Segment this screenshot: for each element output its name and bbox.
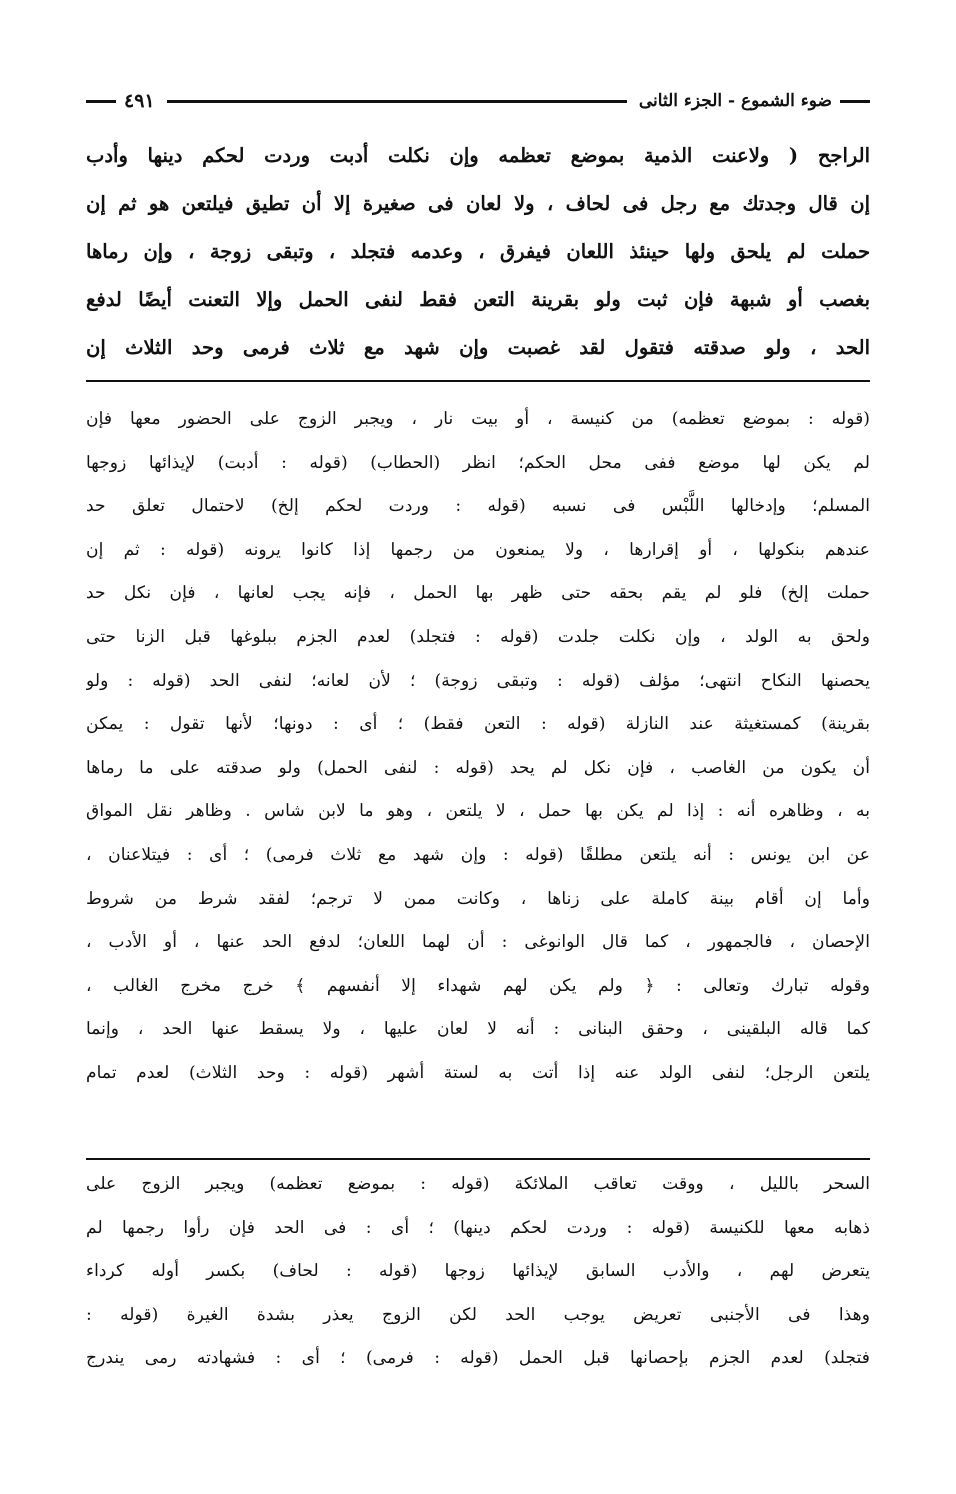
commentary-line: وهذا فى الأجنبى تعريض يوجب الحد لكن الزوج يعذر بشدة الغيرة (قوله :: [86, 1304, 870, 1325]
commentary-line: ذهابه معها للكنيسة (قوله : وردت لحكم دينها) ؛ أى : فى الحد فإن رأوا رجمها لم: [86, 1217, 870, 1238]
main-text-line: بغصب أو شبهة فإن ثبت ولو بقرينة التعن فقط لنفى الحمل وإلا التعنت أيضًا لدفع: [86, 288, 870, 311]
commentary-line: المسلم؛ وإدخالها اللَّبْس فى نسبه (قوله : وردت لحكم إلخ) لاحتمال تعلق حد: [86, 496, 870, 517]
commentary-line: وأما إن أقام بينة كاملة على زناها ، وكانت ممن لا ترجم؛ لفقد شرط من شروط: [86, 888, 870, 909]
commentary-line: يحصنها النكاح انتهى؛ مؤلف (قوله : وتبقى زوجة) ؛ لأن لعانه؛ لنفى الحد (قوله : ولو: [86, 670, 870, 691]
commentary-line: عندهم بنكولها ، أو إقرارها ، ولا يمنعون من رجمها إذا كانوا يرونه (قوله : ثم إن: [86, 539, 870, 560]
commentary-line: وقوله تبارك وتعالى : ﴿ ولم يكن لهم شهداء إلا أنفسهم ﴾ خرج مخرج الغالب ،: [86, 975, 870, 996]
main-text-line: الراجح ( ولاعنت الذمية بموضع تعظمه وإن نكلت أدبت وردت لحكم دينها وأدب: [86, 144, 870, 167]
header-dash-left: [86, 100, 116, 103]
main-text-line: إن قال وجدتك مع رجل فى لحاف ، ولا لعان فى صغيرة إلا أن تطيق فيلتعن هو ثم إن: [86, 192, 870, 215]
main-text-line: حملت لم يلحق ولها حينئذ اللعان فيفرق ، وعدمه فتجلد ، وتبقى زوجة ، وإن رماها: [86, 240, 870, 263]
commentary-line: الإحصان ، فالجمهور ، كما قال الوانوغى : أن لهما اللعان؛ لدفع الحد عنها ، أو الأدب ،: [86, 932, 870, 953]
commentary-line: أن يكون من الغاصب ، فإن نكل لم يحد (قوله : لنفى الحمل) ولو صدقته على ما رماها: [86, 757, 870, 778]
commentary-line: عن ابن يونس : أنه يلتعن مطلقًا (قوله : وإن شهد مع ثلاث فرمى) ؛ أى : فيتلاعنان ،: [86, 844, 870, 865]
commentary-line: يتعرض لهم ، والأدب السابق لإيذائها زوجها (قوله : لحاف) بكسر أوله كرداء: [86, 1261, 870, 1282]
footnote-divider: [86, 1158, 870, 1160]
header-dash-right: [840, 100, 870, 103]
main-text-line: الحد ، ولو صدقته فتقول لقد غصبت وإن شهد مع ثلاث فرمى وحد الثلاث إن: [86, 336, 870, 359]
main-text: [86, 132, 870, 372]
commentary-line: (قوله : بموضع تعظمه) من كنيسة ، أو بيت نار ، ويجبر الزوج على الحضور معها فإن: [86, 409, 870, 429]
page-number: ٤٩١: [124, 90, 155, 112]
commentary-line: لم يكن لها موضع ففى محل الحكم؛ انظر (الحطاب) (قوله : أدبت) لإيذائها زوجها: [86, 452, 870, 473]
commentary-2: [86, 1163, 870, 1381]
commentary-line: بقرينة) كمستغيثة عند النازلة (قوله : التعن فقط) ؛ أى : دونها؛ لأنها تقول : يمكن: [86, 714, 870, 735]
commentary-line: يلتعن الرجل؛ لنفى الولد عنه إذا أتت به لستة أشهر (قوله : وحد الثلاث) لعدم تمام: [86, 1062, 870, 1083]
commentary-line: حملت إلخ) فلو لم يقم بحقه حتى ظهر بها الحمل ، فإنه يجب لعانها ، فإن نكل حد: [86, 583, 870, 604]
commentary-line: به ، وظاهره أنه : إذا لم يكن بها حمل ، لا يلتعن ، وهو ما لابن شاس . وظاهر نقل المواق: [86, 801, 870, 822]
header-rule: [167, 100, 627, 103]
commentary-line: فتجلد) لعدم الجزم بإحصانها قبل الحمل (قوله : فرمى) ؛ أى : فشهادته رمى يندرج: [86, 1348, 870, 1369]
commentary-line: كما قاله البلقينى ، وحقق البنانى : أنه لا لعان عليها ، ولا يسقط عنها الحد ، وإنما: [86, 1019, 870, 1040]
commentary-1: [86, 398, 870, 1096]
header-title: ضوء الشموع - الجزء الثانى: [638, 91, 832, 111]
commentary-line: السحر بالليل ، ووقت تعاقب الملائكة (قوله : بموضع تعظمه) ويجبر الزوج على: [86, 1174, 870, 1194]
section-divider: [86, 380, 870, 382]
commentary-line: ولحق به الولد ، وإن نكلت جلدت (قوله : فتجلد) لعدم الجزم ببلوغها قبل الزنا حتى: [86, 626, 870, 647]
running-header: [86, 84, 870, 118]
